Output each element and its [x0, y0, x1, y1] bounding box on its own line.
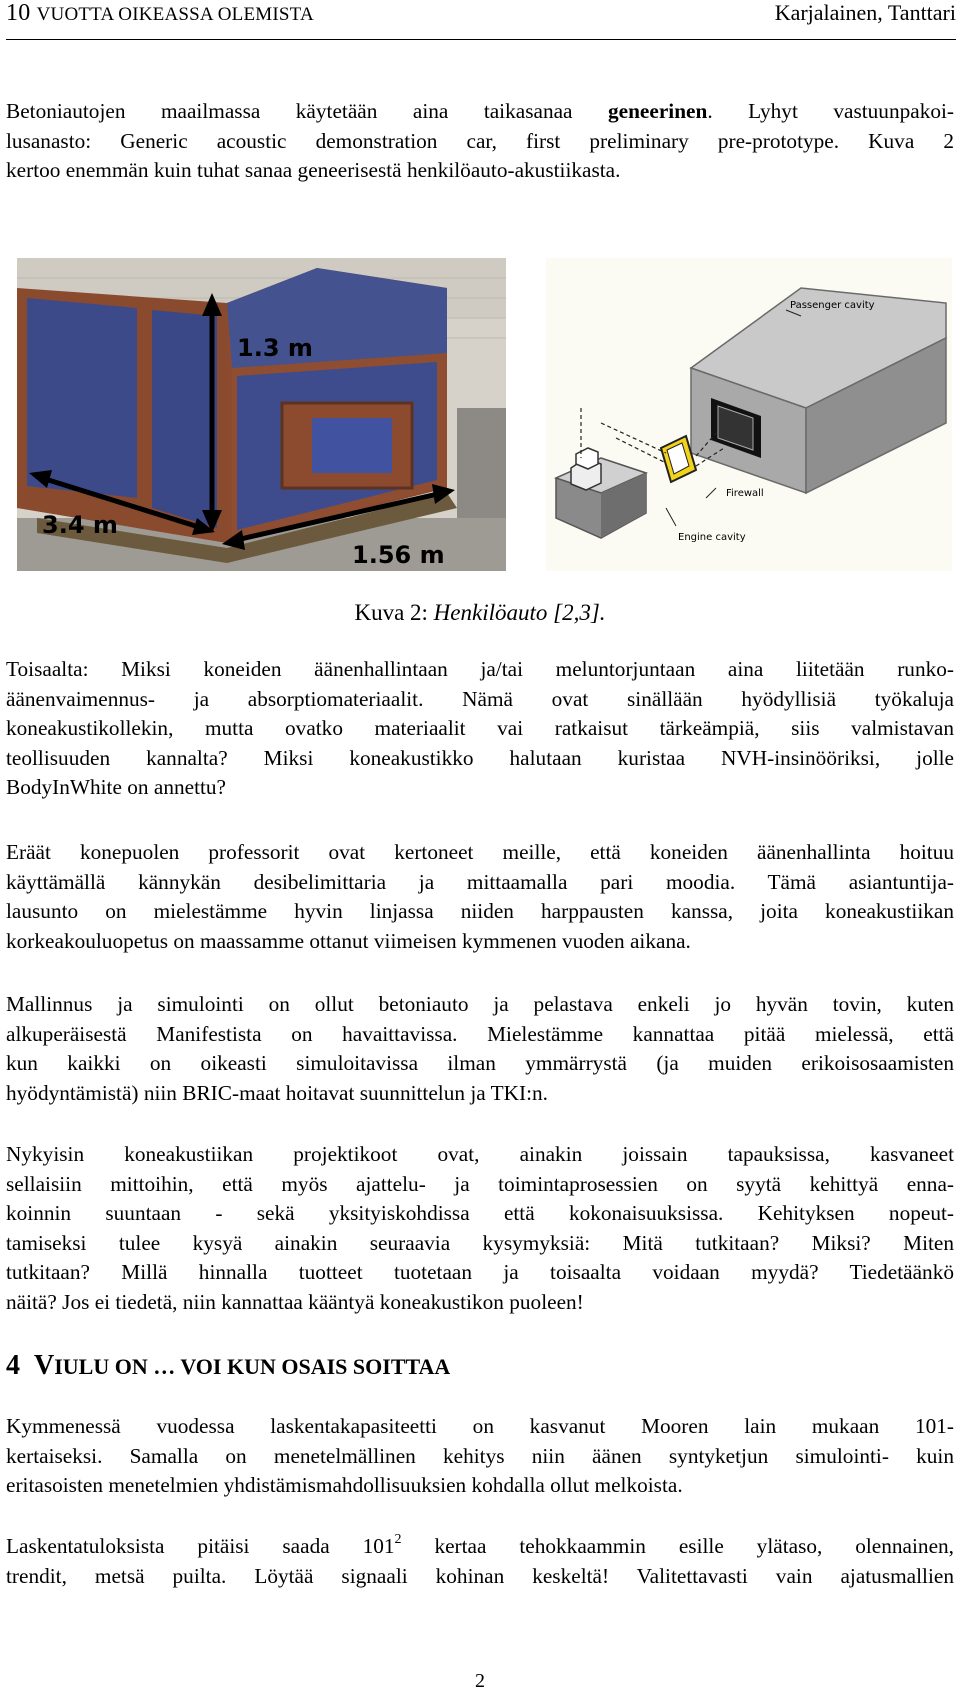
p4-line: Nykyisin koneakustiikan projektikoot ovat, ainakin joissain tapauksissa, kasvaneet [6, 1142, 954, 1166]
caption-text: Henkilöauto [2,3]. [433, 600, 606, 625]
p1-line: koneakustikollekin, mutta ovatko materiaalit vai ratkaisut tärkeämpiä, siis valmistavan [6, 716, 954, 740]
section-number: 4 [6, 1350, 20, 1381]
paragraph-6 [6, 1532, 954, 1591]
p5-line: eritasoisten menetelmien yhdistämismahdollisuuksien kohdalla ollut melkoista. [6, 1473, 683, 1497]
passenger-cavity-label: Passenger cavity [790, 300, 875, 311]
page-number: 2 [475, 1670, 485, 1692]
intro-text-end: . Lyhyt vastuunpakoi- [707, 99, 955, 123]
paragraph-2 [6, 838, 954, 956]
p5-line: Kymmenessä vuodessa laskentakapasiteetti on kasvanut Mooren lain mukaan 101- [6, 1414, 954, 1438]
p4-line: tutkitaan? Millä hinnalla tuotteet tuotetaan ja toisaalta voidaan myydä? Tiedetäänkö [6, 1260, 954, 1284]
p4-line: tamiseksi tulee kysyä ainakin seuraavia kysymyksiä: Mitä tutkitaan? Miksi? Miten [6, 1230, 954, 1255]
paragraph-3 [6, 990, 954, 1108]
p3-line: kun kaikki on oikeasti simuloitavissa ilman ymmärrystä (ja muiden erikoisosaamisten [6, 1051, 954, 1075]
intro-text: Betoniautojen maailmassa käytetään aina taikasanaa [6, 99, 608, 123]
caption-prefix: Kuva 2: [354, 600, 434, 625]
p1-line: BodyInWhite on annettu? [6, 775, 227, 799]
p6-line-1 [6, 1532, 954, 1562]
header-title-text: VUOTTA OIKEASSA OLEMISTA [36, 4, 314, 25]
section-title-part-2: VOI KUN [180, 1354, 282, 1379]
intro-bold-term: geneerinen [607, 99, 708, 123]
p4-line: koinnin suuntaan - sekä yksityiskohdissa että kokonaisuuksissa. Kehityksen nopeut- [6, 1201, 954, 1225]
p2-line: Eräät konepuolen professorit ovat kertoneet meille, että koneiden äänenhallinta hoituu [6, 840, 954, 864]
firewall-label: Firewall [726, 488, 764, 499]
height-label: 1.3 m [237, 334, 313, 362]
width-label: 1.56 m [352, 541, 445, 569]
p3-line: alkuperäisestä Manifestista on havaittavissa. Mielestämme kannattaa pitää mielessä, että [6, 1021, 954, 1046]
header-title [6, 0, 314, 27]
p2-line: käyttämällä kännykän desibelimittaria ja mittaamalla pari moodia. Tämä asiantuntija- [6, 869, 954, 894]
figure-caption [0, 600, 960, 626]
length-label: 3.4 m [42, 511, 118, 539]
acoustic-box-photo [17, 258, 506, 571]
p3-line: Mallinnus ja simulointi on ollut betoniauto ja pelastava enkeli jo hyvän tovin, kuten [6, 992, 954, 1016]
p3-line: hyödyntämistä) niin BRIC-maat hoitavat suunnittelun ja TKI:n. [6, 1080, 549, 1105]
intro-line-3: kertoo enemmän kuin tuhat sanaa geneerisestä henkilöauto-akustiikasta. [6, 158, 621, 182]
engine-cavity-label: Engine cavity [678, 532, 746, 543]
intro-paragraph [6, 97, 954, 186]
section-title-part-3: OSAIS SOITTAA [281, 1354, 451, 1379]
section-title-part-1: IULU ON … [54, 1354, 181, 1379]
p4-line: sellaisiin mittoihin, että myös ajattelu- ja toimintaprosessien on syytä kehittyä enna- [6, 1171, 954, 1196]
paragraph-5 [6, 1412, 954, 1501]
car-cavity-diagram [546, 258, 952, 571]
p6-line-2: trendit, metsä puilta. Löytää signaali kohinan keskeltä! Valitettavasti vain ajatusmallien [6, 1563, 954, 1588]
p6-text-end: kertaa tehokkaammin esille ylätaso, olennainen, [401, 1534, 954, 1558]
intro-line-1 [6, 97, 954, 127]
p6-superscript: 2 [394, 1532, 402, 1547]
p4-line: näitä? Jos ei tiedetä, niin kannattaa kääntyä koneakustikon puoleen! [6, 1289, 584, 1314]
header-authors: Karjalainen, Tanttari [774, 0, 956, 25]
paragraph-4 [6, 1140, 954, 1317]
paragraph-1 [6, 655, 954, 803]
header-number: 10 [6, 0, 31, 26]
p2-line: korkeakouluopetus on maassamme ottanut viimeisen kymmenen vuoden aikana. [6, 928, 691, 953]
p5-line: kertaiseksi. Samalla on menetelmällinen kehitys niin äänen syntyketjun simulointi- kuin [6, 1443, 954, 1468]
p1-line: äänenvaimennus- ja absorptiomateriaalit. Nämä ovat sinällään hyödyllisiä työkaluja [6, 686, 954, 711]
running-header [6, 0, 956, 40]
p2-line: lausunto on mielestämme hyvin linjassa niiden harppausten kanssa, joita koneakustiikan [6, 899, 954, 923]
section-title-initial: V [34, 1350, 55, 1381]
p1-line: teollisuuden kannalta? Miksi koneakustikko halutaan kuristaa NVH-insinööriksi, jolle [6, 745, 954, 770]
section-heading [6, 1350, 450, 1382]
p1-line: Toisaalta: Miksi koneiden äänenhallintaan ja/tai meluntorjuntaan aina liitetään runko- [6, 657, 954, 681]
p6-text: Laskentatuloksista pitäisi saada 101 [6, 1534, 395, 1558]
intro-line-2: lusanasto: Generic acoustic demonstration car, first preliminary pre-prototype. Kuva 2 [6, 128, 954, 153]
